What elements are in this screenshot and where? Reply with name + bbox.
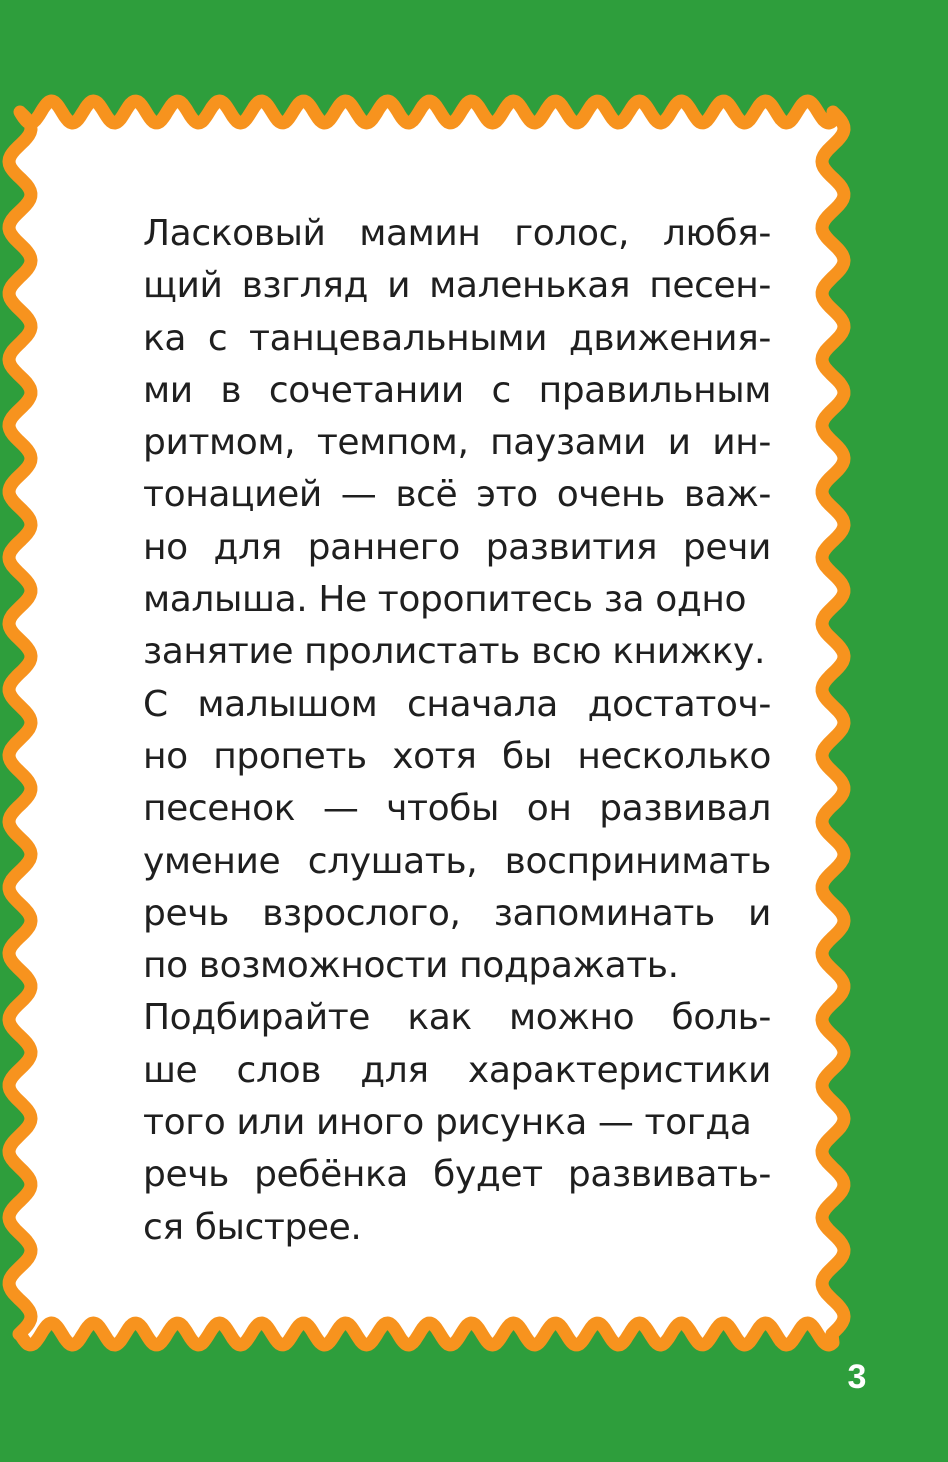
text-line: ше слов для характеристики	[143, 1049, 771, 1091]
text-line: ся быстрее.	[143, 1206, 362, 1248]
text-line: ми в сочетании с правильным	[143, 369, 771, 411]
text-line: того или иного рисунка — тогда	[143, 1102, 752, 1144]
text-line: речь ребёнка будет развивать-	[143, 1154, 771, 1196]
text-line: ка с танцевальными движения-	[143, 317, 771, 359]
text-line: песенок — чтобы он развивал	[143, 788, 771, 830]
text-line: малыша. Не торопитесь за одно	[143, 579, 747, 621]
page-number: 3	[847, 1358, 867, 1396]
text-line: С малышом сначала достаточ-	[143, 683, 771, 725]
text-line: ритмом, темпом, паузами и ин-	[143, 422, 771, 464]
text-line: речь взрослого, запоминать и	[143, 892, 771, 934]
text-line: но для раннего развития речи	[143, 526, 771, 568]
body-text	[143, 208, 771, 1254]
text-line: тонацией — всё это очень важ-	[143, 474, 771, 516]
text-line: Ласковый мамин голос, любя-	[143, 213, 771, 254]
text-line: занятие пролистать всю книжку.	[143, 631, 765, 673]
text-line: умение слушать, воспринимать	[143, 840, 771, 882]
text-line: Подбирайте как можно боль-	[143, 997, 771, 1039]
text-line: щий взгляд и маленькая песен-	[143, 265, 771, 307]
text-line: по возможности подражать.	[143, 945, 679, 987]
text-line: но пропеть хотя бы несколько	[143, 735, 771, 777]
